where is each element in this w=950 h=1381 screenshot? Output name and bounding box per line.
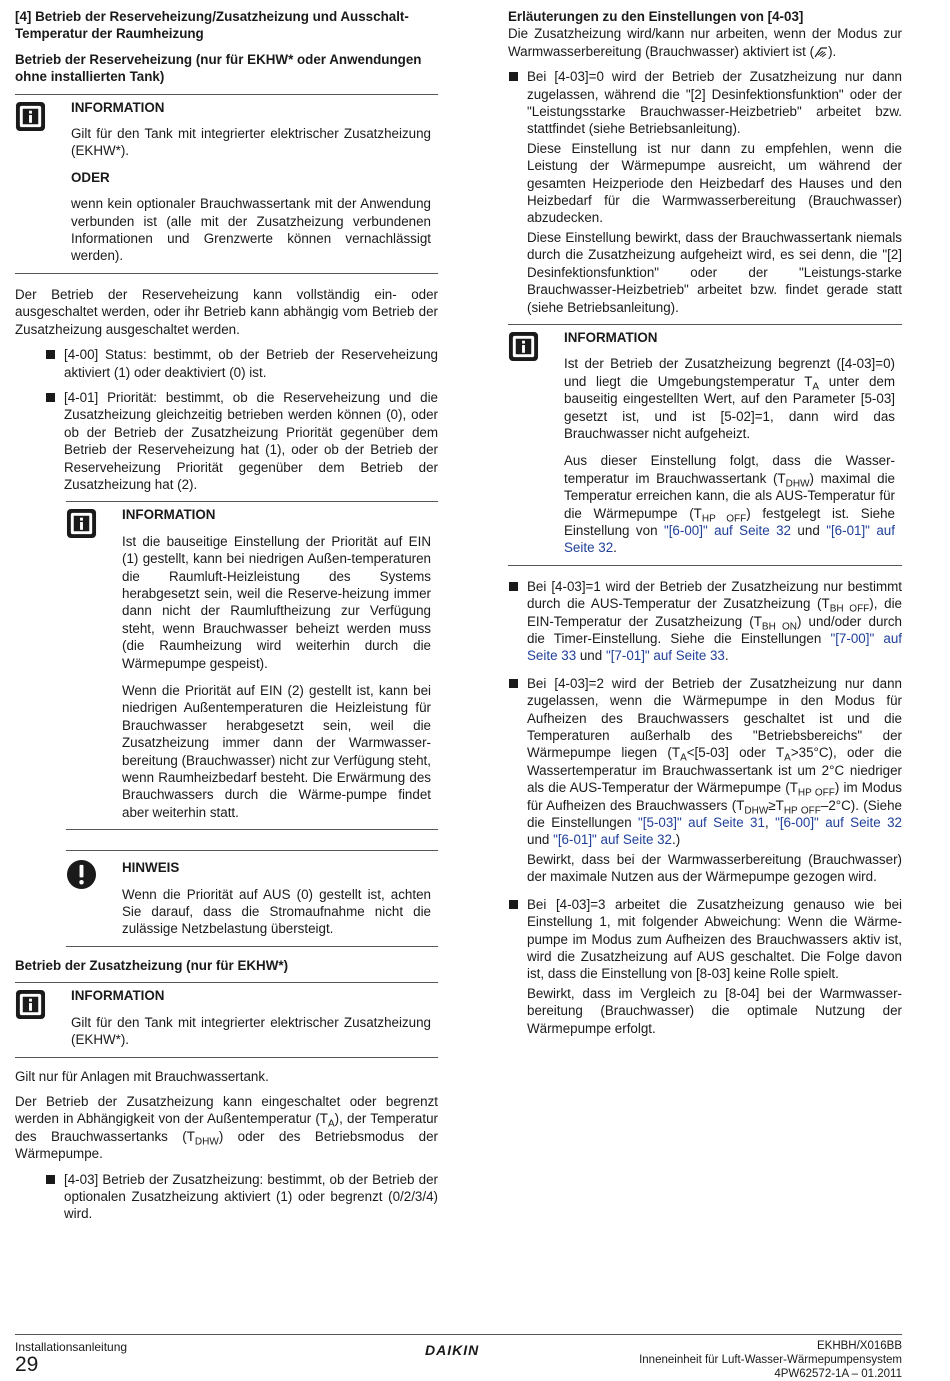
info-text: Ist die bauseitige Einstellung der Priorität auf EIN (1) gestellt, kann bei niedrigen Außen-temperaturen die Raumluft-Heizleistung des Systems herabgesetzt sein, weil die Reserve-heizung immer dann nicht der Raumluftheizung zur Verfügung steht, wenn Brauchwasser beheizt werden muss (die Raumheizung wird weiterhin durch die Wärmepumpe gespeist). (122, 533, 431, 671)
reference-link[interactable]: "[5-03]" auf Seite 31 (638, 815, 765, 831)
list-item-4-03-2: Bei [4-03]=2 wird der Betrieb der Zusatzheizung nur dann zugelassen, wenn die Wärmepumpe in den Modus für Aufheizen des Brauchwassers geschaltet ist und die Temperaturen außerhalb des "Betriebsbereichs" der Wärmepumpe liegen ($T_A<[5-03]$ oder $T_A>35^\circ C$), oder die Wassertemperatur im Brauchwassertank ist um 2°C niedriger als die AUS-Temperatur der Wärmepumpe $(T_{HP OFF})$ im Modus für Aufheizen des Brauchwassers $(T_{DHW}\ge T_{HP OFF}-2^\circ C)$. (Siehe die Einstellungen "[5-03]" auf Seite 31, "[6-00]" auf Seite 32 und "[6-01]" auf Seite 32.) Bewirkt, dass bei der Warmwasserbereitung (Brauchwasser) der maximale Nutzen aus der Wärmepumpe gezogen wird. (508, 675, 902, 886)
info-oder: ODER (71, 169, 110, 185)
info-icon (66, 508, 97, 539)
info-text: Gilt für den Tank mit integrierter elektrischer Zusatzheizung (EKHW*). (71, 1014, 431, 1048)
reference-link[interactable]: "[6-01]" auf Seite 32 (553, 832, 673, 848)
list-item: [4-00] Status: bestimmt, ob der Betrieb der Reserveheizung aktiviert (1) oder deaktiviert (0) ist. (45, 346, 438, 381)
reference-link[interactable]: "[7-01]" auf Seite 33 (605, 648, 725, 664)
info-text: wenn kein optionaler Brauchwassertank mit der Anwendung verbunden ist (alle mit der Zusatzheizung verbundenen Informationen und Grenzwerte können vernachlässigt werden). (71, 196, 431, 264)
info-box-2 (66, 501, 438, 830)
footer-model: EKHBH/X016BB (816, 1340, 902, 1352)
section-title: [4] Betrieb der Reserveheizung/Zusatzheizung und Ausschalt-Temperatur der Raumheizung (15, 9, 409, 42)
footer-product-info (639, 1339, 902, 1381)
list-item: [4-01] Priorität: bestimmt, ob die Reserveheizung und die Zusatzheizung gleichzeitig betrieben werden können (0), oder ob der Betrieb der Zusatzheizung Priorität gegenüber dem Betrieb der Reserveheizung hat (1), oder ob der Betrieb der Reserveheizung Priorität gegenüber dem Betrieb der Zusatzheizung hat (2). (45, 389, 438, 493)
paragraph-reserve: Der Betrieb der Reserveheizung kann vollständig ein- oder ausgeschaltet werden, oder ihr Betrieb kann abhängig vom Betrieb der Zusatzheizung ausgeschaltet werden. (15, 286, 438, 337)
footer-doc-type: Installationsanleitung (15, 1340, 128, 1354)
footer-product: Inneneinheit für Luft-Wasser-Wärmepumpensystem (639, 1354, 902, 1366)
explanation-intro: Die Zusatzheizung wird/kann nur arbeiten, wenn der Modus zur Warmwasserbereitung (Brauchwasser) aktiviert ist ( ). (508, 26, 902, 59)
page-footer (15, 1334, 902, 1380)
explanation-list-a (508, 68, 902, 316)
hinweis-title: HINWEIS (122, 860, 180, 876)
info-text: Ist der Betrieb der Zusatzheizung begrenzt ([4-03]=0) und liegt die Umgebungstemperatur $T_A$ unter dem bauseitig eingestellten Wert, auf den Parameter [5-03] gesetzt ist, und ist [5-02]=1, dann wird das Brauchwasser nicht aufgeheizt. (564, 356, 895, 441)
bullet-square (509, 72, 518, 81)
info-text: Gilt für den Tank mit integrierter elektrischer Zusatzheizung (EKHW*). (71, 126, 431, 159)
explanation-list-b (508, 578, 902, 1037)
info-title: INFORMATION (71, 988, 165, 1004)
paragraph-gilt: Gilt nur für Anlagen mit Brauchwassertank. (15, 1068, 269, 1084)
info-box-3 (15, 982, 438, 1057)
list-item-4-03-0: Bei [4-03]=0 wird der Betrieb der Zusatzheizung nur dann zugelassen, während die "[2] Desinfektionsfunktion" oder der "Leistungsstarke Brauchwasser-Heizbetrieb" arbeitet bzw. stattfindet (siehe Betriebsanleitung). Diese Einstellung ist nur dann zu empfehlen, wenn die Leistung der Wärmepumpe ausreicht, um während der gesamten Heizperiode den Heizbedarf des Hauses und den Heizbedarf für die Warmwasserbereitung (Brauchwasser) abzudecken. Diese Einstellung bewirkt, dass der Brauchwassertank niemals durch die Zusatzheizung aufgeheizt wird, es sei denn, die "[2] Desinfektionsfunktion" oder der "Leistungs-starke Brauchwasser-Heizbetrieb" arbeitet bzw. findet gerade statt (siehe Betriebsanleitung). (508, 68, 902, 316)
settings-list-4-03 (45, 1171, 438, 1223)
exclamation-icon (66, 859, 97, 890)
page-number: 29 (15, 1353, 39, 1376)
info-text: Aus dieser Einstellung folgt, dass die Wasser-temperatur im Brauchwassertank $(T_{DHW})$ maximal die Temperatur erreichen kann, die als AUS-Temperatur für die Wärmepumpe $(T_{HP OFF})$ festgelegt ist. Siehe Einstellung von "[6-00]" auf Seite 32 und "[6-01]" auf Seite 32. (564, 453, 896, 556)
list-item-4-03-1: Bei [4-03]=1 wird der Betrieb der Zusatzheizung nur bestimmt durch die AUS-Temperatur der Zusatzheizung $(T_{BH OFF})$, die EIN-Temperatur der Zusatzheizung $(T_{BH ON})$ und/oder durch die Timer-Einstellung. Siehe die Einstellungen "[7-00]" auf Seite 33 und "[7-01]" auf Seite 33. (508, 578, 902, 665)
bullet-square (509, 900, 518, 909)
right-column (508, 8, 902, 1045)
info-box-4 (508, 324, 902, 566)
subheading-zusatzheizung: Betrieb der Zusatzheizung (nur für EKHW*) (15, 957, 289, 973)
reference-link[interactable]: "[6-01]" auf Seite 32 (564, 522, 895, 556)
subheading-reserveheizung: Betrieb der Reserveheizung (nur für EKHW* oder Anwendungen ohne installierten Tank) (15, 51, 422, 85)
footer-doc-id: 4PW62572-1A – 01.2011 (774, 1368, 902, 1380)
info-title: INFORMATION (71, 99, 165, 115)
bullet-square (46, 1175, 55, 1184)
settings-list-4-00 (45, 346, 438, 493)
info-text: Wenn die Priorität auf EIN (2) gestellt ist, kann bei niedrigen Außentemperaturen die Heizleistung für Brauchwasser herabgesetzt sein, weil die Zusatzheizung immer dann der Warmwasser-bereitung (Brauchwasser) nicht zur Verfügung steht, wenn Raumheizbedarf besteht. Die Erwärmung des Brauchwassers durch die Wärme-pumpe findet aber weiterhin statt. (122, 683, 431, 820)
info-title: INFORMATION (564, 329, 658, 345)
bullet-square (509, 679, 518, 688)
brand-logo: DAIKIN (425, 1342, 480, 1358)
bullet-square (46, 350, 55, 359)
info-box-1 (15, 94, 438, 274)
info-title: INFORMATION (122, 507, 216, 523)
paragraph-zusatz: Der Betrieb der Zusatzheizung kann eingeschaltet oder begrenzt werden in Abhängigkeit von der Außentemperatur $(T_A)$, der Temperatur des Brauchwassertanks $(T_{DHW})$ oder des Betriebsmodus der Wärmepumpe. (15, 1093, 438, 1162)
reference-link[interactable]: "[7-00]" auf Seite 33 (527, 631, 902, 664)
list-item-4-03-3: Bei [4-03]=3 arbeitet die Zusatzheizung genauso wie bei Einstellung 1, mit folgender Abweichung: Wenn die Wärme-pumpe im Modus zum Aufheizen des Brauchwassers aktiv ist, wird die Zusatzheizung auf AUS geschaltet. Die Folge davon ist, dass die Einstellung von [8-03] keine Rolle spielt. Bewirkt, dass im Vergleich zu [8-04] bei der Warmwasser-bereitung (Brauchwasser) die optimale Nutzung der Wärmepumpe erfolgt. (508, 896, 902, 1037)
list-item: [4-03] Betrieb der Zusatzheizung: bestimmt, ob der Betrieb der optionalen Zusatzheizung aktiviert (1) oder begrenzt (0/2/3/4) wird. (45, 1171, 438, 1223)
bullet-square (509, 582, 518, 591)
info-icon (15, 989, 46, 1020)
reference-link[interactable]: "[6-00]" auf Seite 32 (775, 815, 902, 831)
info-icon (508, 331, 539, 362)
explanation-title: Erläuterungen zu den Einstellungen von [4-03] (508, 9, 804, 24)
hinweis-text: Wenn die Priorität auf AUS (0) gestellt ist, achten Sie darauf, dass die Stromaufnahme nicht die zulässige Netzbelastung übersteigt. (122, 886, 431, 937)
bullet-square (46, 393, 55, 402)
hot-water-tap-icon (814, 45, 828, 58)
reference-link[interactable]: "[6-00]" auf Seite 32 (663, 522, 791, 538)
info-icon (15, 101, 46, 132)
left-column (15, 8, 438, 1231)
hinweis-box (66, 850, 438, 947)
